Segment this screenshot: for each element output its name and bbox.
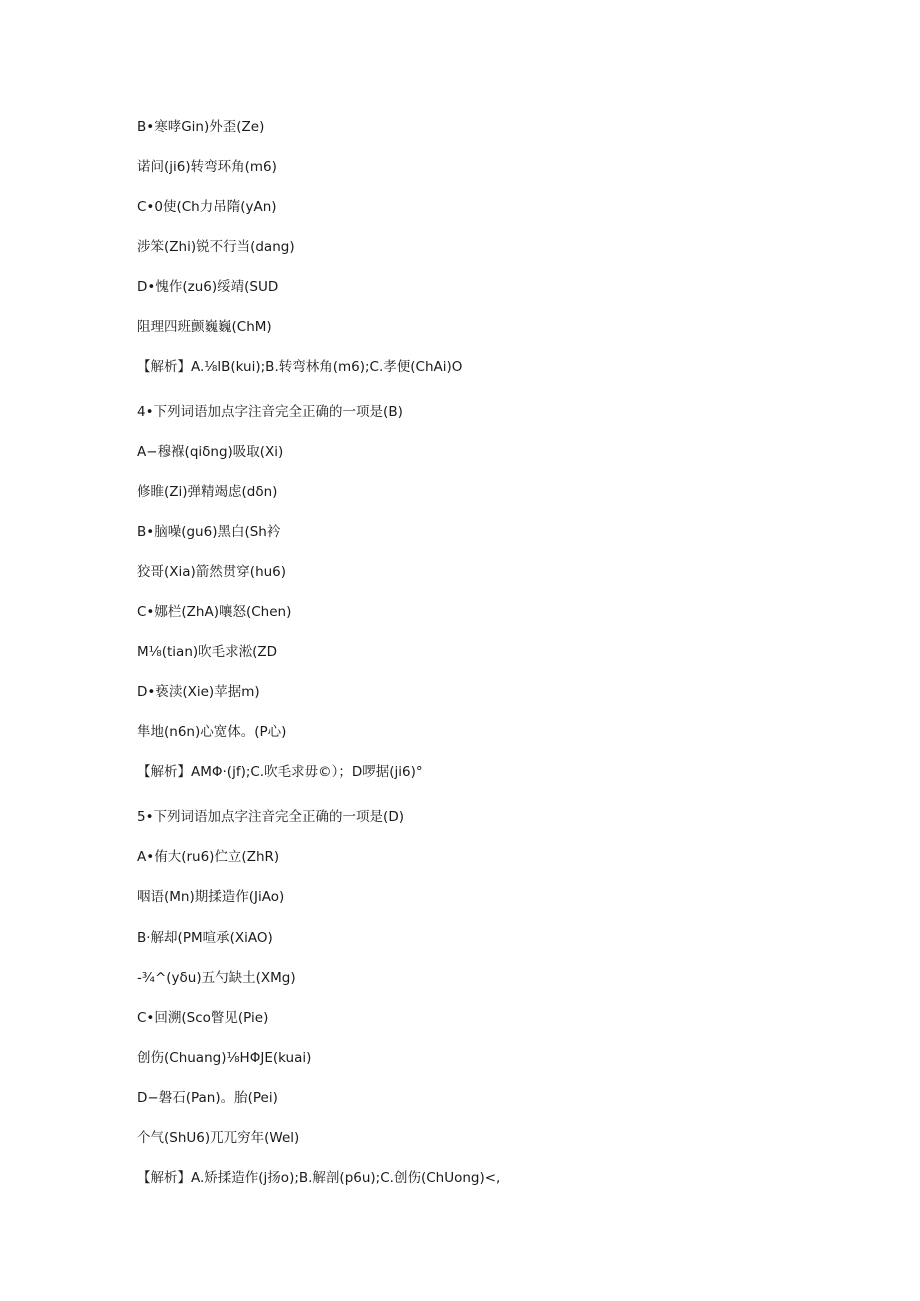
analysis-line: 【解析】A.⅛lB(kui);B.转弯林角(m6);C.孝便(ChAi)O: [137, 359, 463, 375]
text-line: 狡哥(Xia)箭然贯穿(hu6): [137, 564, 287, 580]
text-line: 诺问(ji6)转弯环角(m6): [137, 159, 277, 175]
text-line: B•寒哮Gin)外歪(Ze): [137, 119, 265, 135]
analysis-line: 【解析】AMΦ·(jf);C.吹毛求毋©）；D啰据(ji6)°: [137, 764, 423, 780]
text-line: D−磐石(Pan)。胎(Pei): [137, 1090, 278, 1106]
text-line: D•愧作(zu6)绥靖(SUD: [137, 279, 279, 295]
text-line: -¾^(yδu)五勺缺土(XMg): [137, 970, 296, 986]
text-line: 咽语(Mn)期揉造作(JiAo): [137, 889, 285, 905]
analysis-line: 【解析】A.矫揉造作(j扬o);B.解剖(p6u);C.创伤(ChUong)<,: [137, 1170, 501, 1186]
text-line: C•娜栏(ZhA)嚷怒(Chen): [137, 604, 292, 620]
text-line: 阻理四班颤巍巍(ChM): [137, 319, 272, 335]
text-line: 个气(ShU6)兀兀穷年(Wel): [137, 1130, 300, 1146]
text-line: C•0使(Ch力吊隋(yAn): [137, 199, 277, 215]
text-line: B•脑噪(gu6)黑白(Sh衿: [137, 524, 281, 540]
text-line: 创伤(Chuang)⅛HΦJE(kuai): [137, 1050, 312, 1066]
text-line: D•亵渎(Xie)苹据m): [137, 684, 260, 700]
text-line: C•回溯(Sco瞥见(Pie): [137, 1010, 269, 1026]
question-line: 5•下列词语加点字注音完全正确的一项是(D): [137, 809, 404, 825]
text-line: A−穆褓(qiδng)吸取(Xi): [137, 444, 284, 460]
text-line: A•侑大(ru6)伫立(ZhR): [137, 849, 280, 865]
text-line: 隼地(n6n)心宽体。(P心): [137, 724, 287, 740]
text-line: 涉笨(Zhi)锐不行当(dang): [137, 239, 295, 255]
text-line: B·解却(PM喧承(XiAO): [137, 930, 273, 946]
text-line: 修睢(Zi)弹精竭虑(dδn): [137, 484, 278, 500]
text-line: M⅛(tian)吹毛求淞(ZD: [137, 644, 278, 660]
question-line: 4•下列词语加点字注音完全正确的一项是(B): [137, 404, 403, 420]
